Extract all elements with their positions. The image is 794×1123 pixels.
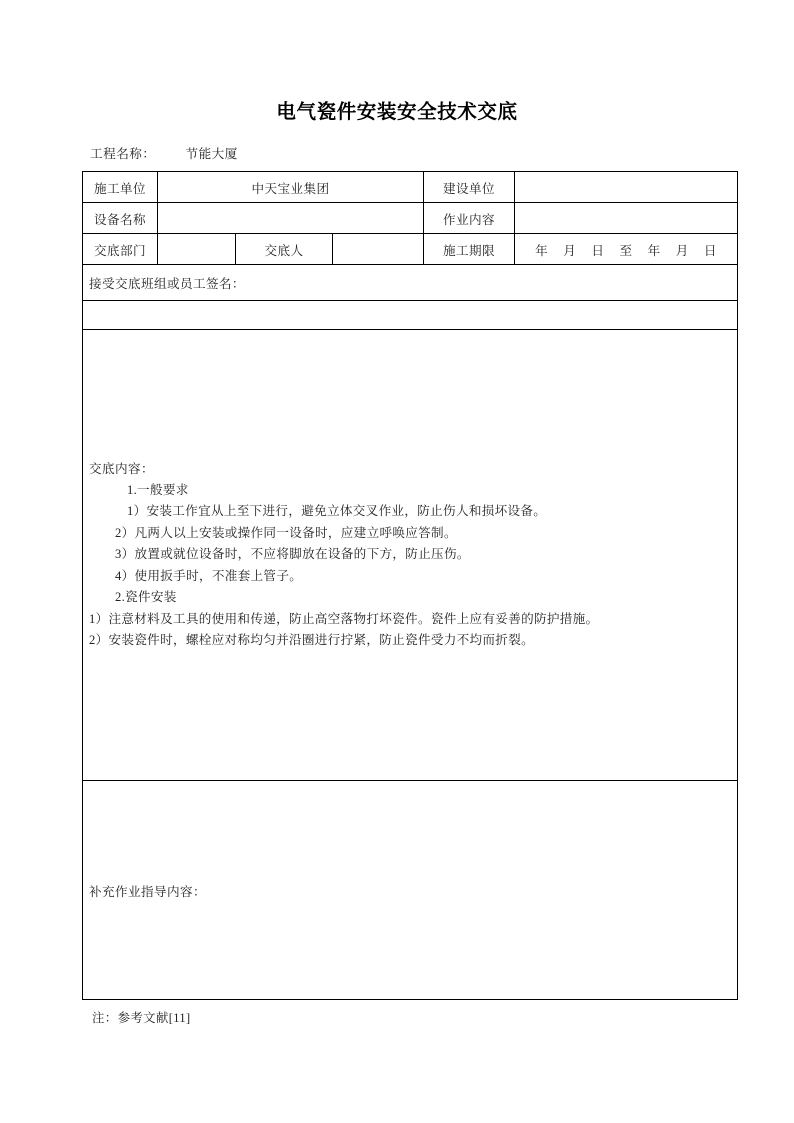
footer-note: 注：参考文献[11]: [92, 1011, 191, 1025]
table-row-signature-blank: [83, 301, 738, 330]
project-name-line: [90, 143, 238, 162]
period-token-to: 至: [619, 243, 633, 258]
content-line: 1）注意材料及工具的使用和传递，防止高空落物打坏瓷件。瓷件上应有妥善的防护措施。: [89, 611, 599, 626]
table-row-signatures: [83, 265, 738, 301]
period-token-month-start: 月: [563, 243, 577, 258]
disclosure-department-value[interactable]: [158, 234, 236, 265]
construction-unit-value[interactable]: 中天宝业集团: [158, 172, 424, 203]
content-line: 1.一般要求: [127, 482, 189, 497]
table-row-equipment-name: [83, 203, 738, 234]
content-line: 3）放置或就位设备时，不应将脚放在设备的下方，防止压伤。: [115, 547, 470, 561]
period-token-day-end: 日: [703, 243, 717, 258]
work-content-value[interactable]: [515, 203, 738, 234]
content-line: 1）安装工作宜从上至下进行，避免立体交叉作业，防止伤人和损坏设备。: [127, 504, 547, 518]
table-row-disclosure-content: [83, 330, 738, 781]
table-row-supplementary: [83, 781, 738, 1000]
technical-disclosure-form: [82, 171, 738, 1000]
construction-period-date-tokens: [521, 240, 731, 259]
disclosure-content-heading: 交底内容：: [89, 461, 154, 476]
table-row-construction-unit: [83, 172, 738, 203]
content-line: 2）凡两人以上安装或操作同一设备时，应建立呼唤应答制。: [115, 525, 457, 540]
work-content-label: 作业内容: [424, 203, 515, 234]
building-unit-value[interactable]: [515, 172, 738, 203]
building-unit-label: 建设单位: [424, 172, 515, 203]
equipment-name-label: 设备名称: [83, 203, 158, 234]
disclosure-content-body: [89, 480, 731, 652]
period-token-month-end: 月: [675, 243, 689, 258]
content-line: 2.瓷件安装: [115, 590, 177, 604]
content-line: 2）安装瓷件时，螺栓应对称均匀并沿圈进行拧紧，防止瓷件受力不均而折裂。: [89, 633, 534, 647]
supplementary-heading: 补充作业指导内容：: [89, 884, 206, 899]
supplementary-content-cell[interactable]: [83, 781, 738, 1000]
construction-period-label: 施工期限: [424, 234, 515, 265]
period-token-year-start: 年: [535, 243, 549, 258]
project-name-value: 节能大厦: [185, 147, 238, 161]
period-token-year-end: 年: [647, 243, 661, 258]
content-line: 4）使用扳手时，不准套上管子。: [115, 568, 303, 583]
disclosure-content-cell[interactable]: [83, 330, 738, 781]
signature-label[interactable]: 接受交底班组或员工签名：: [83, 265, 738, 301]
signature-blank-area[interactable]: [83, 301, 738, 330]
discloser-label: 交底人: [236, 234, 333, 265]
construction-unit-label: 施工单位: [83, 172, 158, 203]
construction-period-value[interactable]: [515, 234, 738, 265]
project-name-label: 工程名称：: [90, 147, 156, 161]
equipment-name-value[interactable]: [158, 203, 424, 234]
table-row-department-period: [83, 234, 738, 265]
page-title: 电气瓷件安装安全技术交底: [276, 100, 518, 123]
disclosure-department-label: 交底部门: [83, 234, 158, 265]
period-token-day-start: 日: [591, 243, 605, 258]
discloser-value[interactable]: [333, 234, 424, 265]
